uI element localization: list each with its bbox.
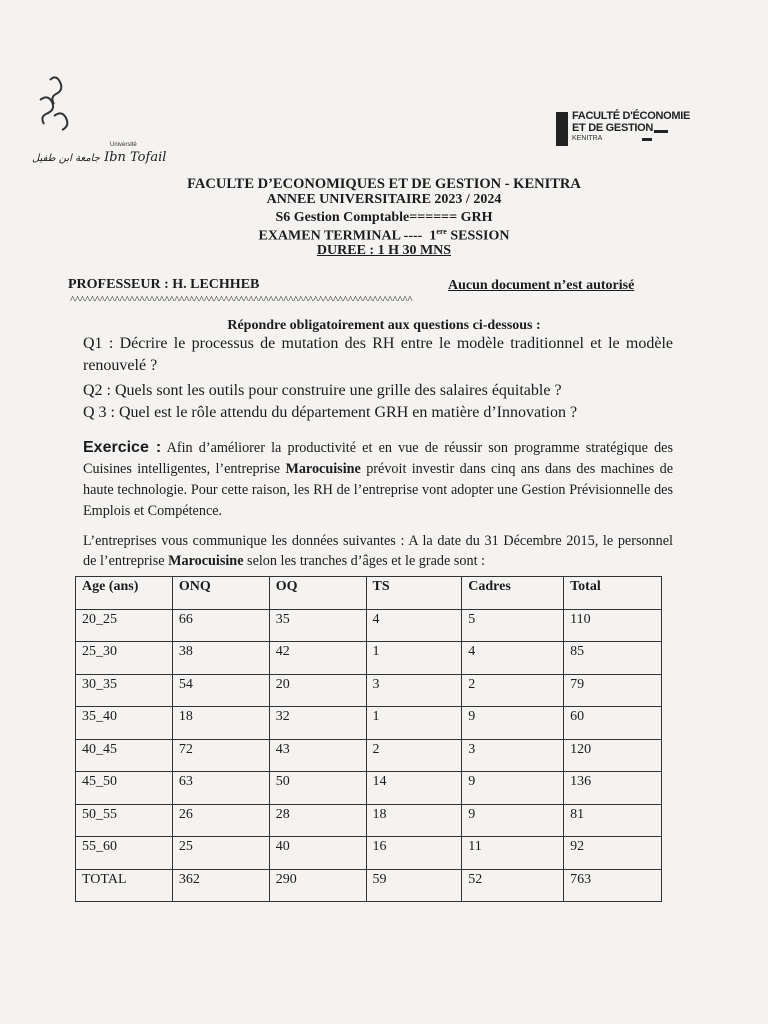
table-cell: 1 (366, 642, 462, 675)
table-cell: 110 (564, 609, 662, 642)
table-cell: 4 (366, 609, 462, 642)
no-document-notice: Aucun document n’est autorisé (448, 278, 635, 293)
table-row (76, 609, 662, 642)
faculty-title: FACULTE D’ECONOMIQUES ET DE GESTION - KENITRA (187, 176, 581, 192)
university-latin: Ibn Tofail (104, 150, 167, 165)
table-cell: 2 (366, 739, 462, 772)
table-cell: 362 (172, 869, 269, 902)
faculty-mark-icon (556, 112, 568, 146)
table-row (76, 804, 662, 837)
intro-text-b: selon les tranches d’âges et le grade sont : (247, 553, 485, 569)
table-row (76, 772, 662, 805)
exercise-text-b: prévoit investir dans cinq ans dans des machines de haute technologie. Pour cette raison, les RH de l’entreprise vont adopter une Gestion Prévisionnelle des Emplois et Compétence. (83, 461, 673, 519)
table-cell: 1 (366, 707, 462, 740)
table-row (76, 869, 662, 902)
table-row (76, 674, 662, 707)
table-cell: TOTAL (76, 869, 173, 902)
university-name (32, 150, 166, 165)
table-cell: 2 (462, 674, 564, 707)
table-cell: 42 (269, 642, 366, 675)
data-intro (83, 531, 673, 571)
table-cell: 3 (366, 674, 462, 707)
table-cell: 35_40 (76, 707, 173, 740)
exercise-text-a: Afin d’améliorer la productivité et en vue de réussir son programme stratégique des Cuisines intelligentes, l’entreprise (83, 440, 674, 477)
table-cell: 18 (366, 804, 462, 837)
question-text: Quel est le rôle attendu du département GRH en matière d’Innovation ? (119, 404, 578, 421)
table-cell: 50_55 (76, 804, 173, 837)
table-cell: 5 (462, 609, 564, 642)
faculty-logo-line3: KENITRA (572, 135, 603, 142)
intro-text-a: L’entreprises vous communique les données suivantes : A la date du 31 Décembre 2015, le personnel de l’entreprise (83, 533, 673, 569)
logo-bar (654, 130, 668, 133)
table-cell: 3 (462, 739, 564, 772)
logo-bar (642, 138, 652, 141)
question-label: Q2 : (83, 382, 111, 399)
faculty-logo (556, 110, 691, 150)
faculty-logo-line2: ET DE GESTION (572, 122, 654, 134)
table-cell: 35 (269, 609, 366, 642)
exercise-title: Exercice : (83, 439, 162, 456)
exam-label: EXAMEN TERMINAL ---- (258, 228, 423, 244)
table-cell: 30_35 (76, 674, 173, 707)
table-cell: 28 (269, 804, 366, 837)
table-cell: 290 (269, 869, 366, 902)
company-name: Marocuisine (168, 553, 244, 569)
table-cell: 66 (172, 609, 269, 642)
table-cell: 60 (564, 707, 662, 740)
col-header: Total (564, 577, 662, 610)
table-cell: 54 (172, 674, 269, 707)
table-cell: 136 (564, 772, 662, 805)
academic-year: ANNEE UNIVERSITAIRE 2023 / 2024 (266, 192, 502, 207)
table-cell: 25_30 (76, 642, 173, 675)
table-cell: 20_25 (76, 609, 173, 642)
table-cell: 16 (366, 837, 462, 870)
table-cell: 85 (564, 642, 662, 675)
table-cell: 25 (172, 837, 269, 870)
exercise-paragraph (83, 437, 673, 522)
table-cell: 52 (462, 869, 564, 902)
session-sup: ere (436, 227, 447, 236)
table-row (76, 642, 662, 675)
table-cell: 18 (172, 707, 269, 740)
table-cell: 50 (269, 772, 366, 805)
table-row (76, 739, 662, 772)
question-2 (83, 380, 673, 402)
table-cell: 40 (269, 837, 366, 870)
table-cell: 38 (172, 642, 269, 675)
question-text: Décrire le processus de mutation des RH entre le modèle traditionnel et le modèle renouvelé ? (83, 335, 673, 374)
table-cell: 120 (564, 739, 662, 772)
col-header: ONQ (172, 577, 269, 610)
table-row (76, 837, 662, 870)
col-header: OQ (269, 577, 366, 610)
table-header-row (76, 577, 662, 610)
table-cell: 40_45 (76, 739, 173, 772)
table-cell: 45_50 (76, 772, 173, 805)
table-cell: 20 (269, 674, 366, 707)
instruction: Répondre obligatoirement aux questions ci-dessous : (227, 318, 541, 333)
university-emblem-icon (30, 72, 90, 142)
session-word: SESSION (450, 228, 510, 244)
table-cell: 14 (366, 772, 462, 805)
table-cell: 72 (172, 739, 269, 772)
table-cell: 9 (462, 804, 564, 837)
table-cell: 79 (564, 674, 662, 707)
exam-title (0, 227, 768, 245)
table-cell: 9 (462, 772, 564, 805)
table-cell: 81 (564, 804, 662, 837)
company-name: Marocuisine (285, 461, 361, 477)
university-small-label: Université (110, 142, 137, 148)
col-header: TS (366, 577, 462, 610)
question-3 (83, 402, 673, 424)
question-label: Q 3 : (83, 404, 115, 421)
table-cell: 32 (269, 707, 366, 740)
faculty-logo-line1: FACULTÉ D'ÉCONOMIE (572, 110, 691, 122)
university-arabic: جامعة ابن طفيل (32, 153, 100, 164)
university-logo (30, 72, 167, 172)
table-cell: 11 (462, 837, 564, 870)
exam-duration: DUREE : 1 H 30 MNS (316, 243, 452, 258)
separator-line: ^^^^^^^^^^^^^^^^^^^^^^^^^^^^^^^^^^^^^^^^^^^^^^^^^^^^^^^^^^^^^^^^^^^^^ (70, 294, 413, 306)
question-label: Q1 : (83, 335, 114, 352)
table-cell: 59 (366, 869, 462, 902)
program-title: S6 Gestion Comptable====== GRH (275, 210, 493, 225)
table-cell: 763 (564, 869, 662, 902)
col-header: Cadres (462, 577, 564, 610)
table-cell: 4 (462, 642, 564, 675)
question-1 (83, 333, 673, 377)
professor-name: PROFESSEUR : H. LECHHEB (68, 277, 260, 292)
personnel-table (75, 576, 662, 902)
question-text: Quels sont les outils pour construire une grille des salaires équitable ? (115, 382, 562, 399)
table-cell: 92 (564, 837, 662, 870)
table-cell: 43 (269, 739, 366, 772)
col-header: Age (ans) (76, 577, 173, 610)
table-cell: 63 (172, 772, 269, 805)
table-row (76, 707, 662, 740)
table-body (76, 609, 662, 902)
session-number: 1 (429, 228, 437, 244)
table-cell: 55_60 (76, 837, 173, 870)
table-cell: 26 (172, 804, 269, 837)
table-cell: 9 (462, 707, 564, 740)
